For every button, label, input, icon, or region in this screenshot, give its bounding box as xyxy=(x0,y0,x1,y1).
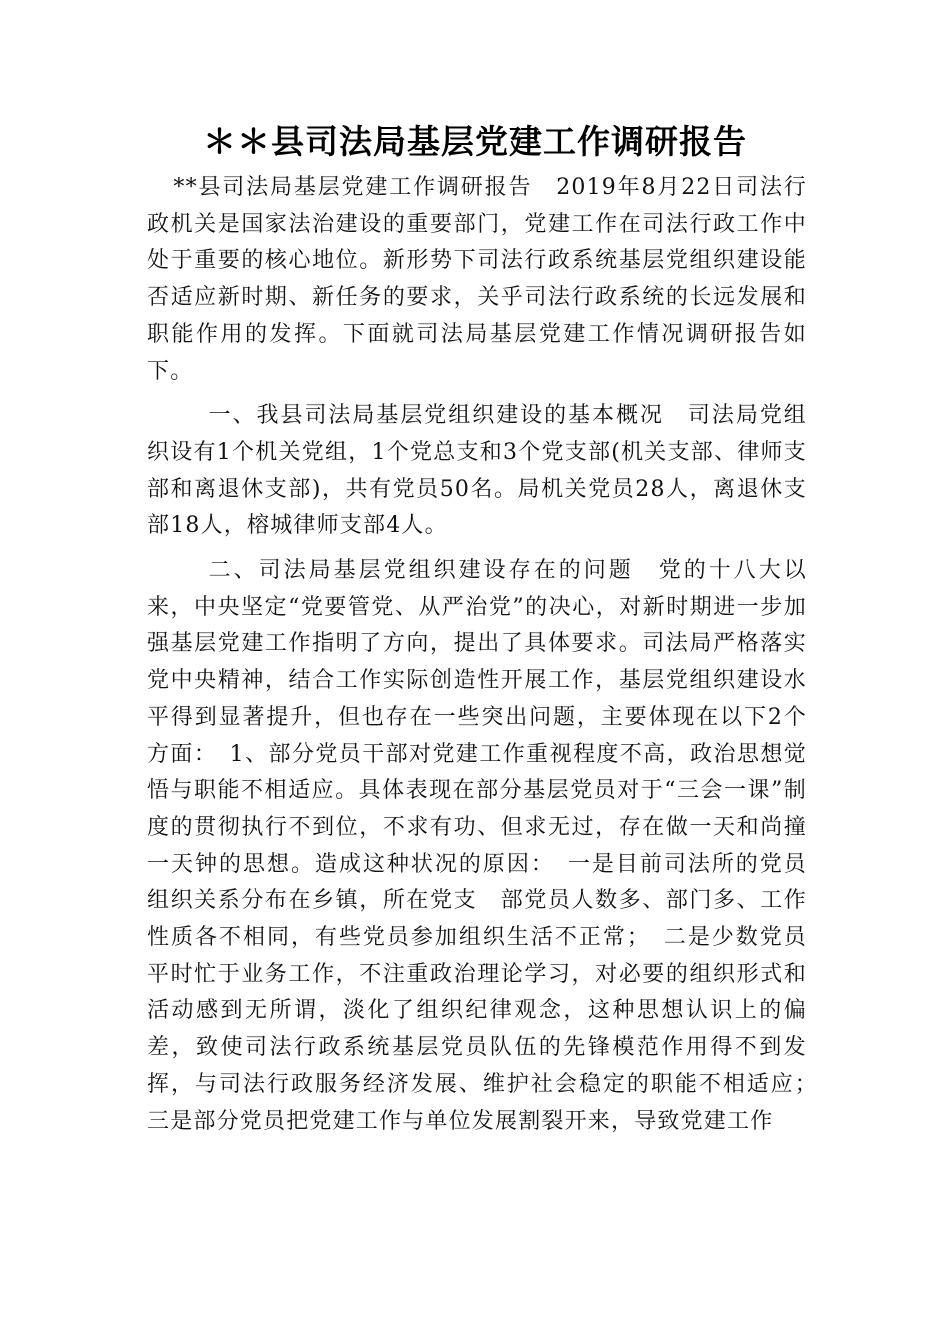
document-body xyxy=(147,170,831,1142)
paragraph-section-2: 二、司法局基层党组织建设存在的问题 党的十八大以来，中央坚定“党要管党、从严治党”的决心，对新时期进一步加强基层党建工作指明了方向，提出了具体要求。司法局严格落实党中央精神，结合工作实际创造性开展工作，基层党组织建设水平得到显著提升，但也存在一些突出问题，主要体现在以下2个方面： 1、部分党员干部对党建工作重视程度不高，政治思想觉悟与职能不相适应。具体表现在部分基层党员对于“三会一课”制度的贯彻执行不到位，不求有功、但求无过，存在做一天和尚撞一天钟的思想。造成这种状况的原因： 一是目前司法所的党员组织关系分布在乡镇，所在党支 部党员人数多、部门多、工作性质各不相同，有些党员参加组织生活不正常； 二是少数党员平时忙于业务工作，不注重政治理论学习，对必要的组织形式和活动感到无所谓，淡化了组织纪律观念，这种思想认识上的偏差，致使司法行政系统基层党员队伍的先锋模范作用得不到发挥，与司法行政服务经济发展、维护社会稳定的职能不相适应； 三是部分党员把党建工作与单位发展割裂开来，导致党建工作 xyxy=(147,558,831,1134)
paragraph-intro: **县司法局基层党建工作调研报告 2019年8月22日司法行政机关是国家法治建设的重要部门，党建工作在司法行政工作中处于重要的核心地位。新形势下司法行政系统基层党组织建设能否适应新时期、新任务的要求，关乎司法行政系统的长远发展和职能作用的发挥。下面就司法局基层党建工作情况调研报告如下。 xyxy=(147,175,807,384)
document-title: ＊＊县司法局基层党建工作调研报告 xyxy=(203,122,747,161)
paragraph-section-1: 一、我县司法局基层党组织建设的基本概况 司法局党组织设有1个机关党组，1个党总支和3个党支部(机关支部、律师支部和离退休支部)，共有党员50名。局机关党员28人，离退休支部18人，榕城律师支部4人。 xyxy=(147,403,807,539)
